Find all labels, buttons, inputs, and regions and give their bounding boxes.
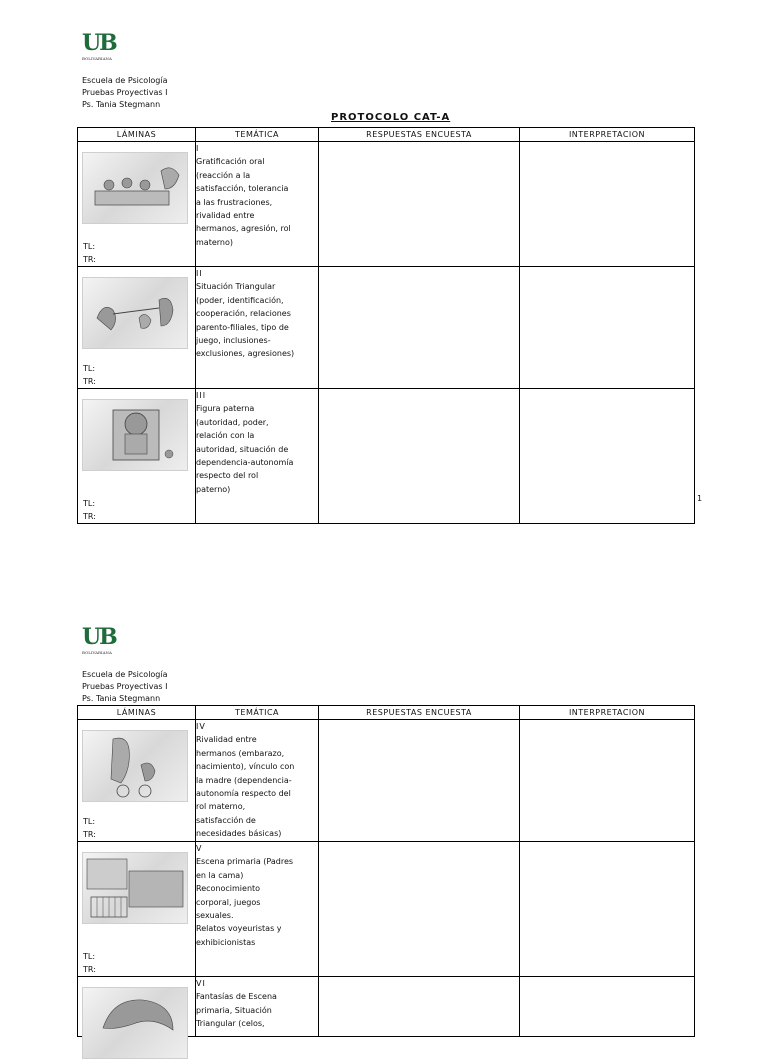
table-row xyxy=(78,842,695,977)
header-course: Pruebas Proyectivas I xyxy=(82,88,168,97)
document-header xyxy=(82,75,168,111)
lamina-cell xyxy=(78,267,196,389)
column-header-respuestas: RESPUESTAS ENCUESTA xyxy=(319,706,520,720)
plate-image-vi xyxy=(82,987,188,1059)
lamina-cell xyxy=(78,977,196,1037)
header-instructor: Ps. Tania Stegmann xyxy=(82,694,161,703)
tl-label: TL: xyxy=(83,364,96,373)
plate-illustration xyxy=(83,731,187,801)
plate-image-v xyxy=(82,852,188,924)
page-number: 1 xyxy=(697,494,703,503)
lamina-cell xyxy=(78,842,196,977)
interpretacion-cell[interactable] xyxy=(520,842,695,977)
table-header-row xyxy=(78,128,695,142)
lamina-cell xyxy=(78,720,196,842)
header-school: Escuela de Psicología xyxy=(82,76,168,85)
tematica-cell xyxy=(196,977,319,1037)
plate-image-iv xyxy=(82,730,188,802)
plate-illustration xyxy=(83,153,187,223)
tematica-cell xyxy=(196,389,319,524)
document-header xyxy=(82,669,168,705)
plate-number: II xyxy=(196,269,203,278)
plate-image-ii xyxy=(82,277,188,349)
tematica-cell xyxy=(196,267,319,389)
column-header-interpretacion: INTERPRETACION xyxy=(520,128,695,142)
tematica-text: Fantasías de Escena primaria, Situación Triangular (celos, xyxy=(196,992,277,1029)
plate-number: III xyxy=(196,391,207,400)
plate-illustration xyxy=(83,278,187,348)
plate-number: V xyxy=(196,844,203,853)
tematica-text: Escena primaria (Padres en la cama) Reconocimiento corporal, juegos sexuales. Relatos voyeuristas y exhibicionistas xyxy=(196,857,294,947)
protocol-table xyxy=(77,127,695,524)
tematica-cell xyxy=(196,842,319,977)
table-row xyxy=(78,389,695,524)
interpretacion-cell[interactable] xyxy=(520,720,695,842)
respuestas-cell[interactable] xyxy=(319,720,520,842)
column-header-laminas: LÁMINAS xyxy=(78,706,196,720)
header-school: Escuela de Psicología xyxy=(82,670,168,679)
tl-tr-fields xyxy=(83,240,96,266)
respuestas-cell[interactable] xyxy=(319,267,520,389)
respuestas-cell[interactable] xyxy=(319,389,520,524)
tematica-text: Figura paterna (autoridad, poder, relación con la autoridad, situación de dependencia-autonomía respecto del rol paterno) xyxy=(196,404,294,494)
tl-label: TL: xyxy=(83,952,96,961)
tl-tr-fields xyxy=(83,497,96,523)
table-row xyxy=(78,977,695,1037)
tematica-text: Gratificación oral (reacción a la satisfacción, tolerancia a las frustraciones, rivalidad entre hermanos, agresión, rol materno) xyxy=(196,157,291,247)
protocol-table xyxy=(77,705,695,1037)
column-header-laminas: LÁMINAS xyxy=(78,128,196,142)
tl-label: TL: xyxy=(83,817,96,826)
plate-number: IV xyxy=(196,722,206,731)
header-instructor: Ps. Tania Stegmann xyxy=(82,100,161,109)
tr-label: TR: xyxy=(83,830,96,839)
tr-label: TR: xyxy=(83,377,96,386)
university-logo xyxy=(82,32,118,61)
plate-illustration xyxy=(83,853,187,923)
table-header-row xyxy=(78,706,695,720)
header-course: Pruebas Proyectivas I xyxy=(82,682,168,691)
tr-label: TR: xyxy=(83,965,96,974)
tl-tr-fields xyxy=(83,362,96,388)
lamina-cell xyxy=(78,389,196,524)
interpretacion-cell[interactable] xyxy=(520,389,695,524)
plate-image-i xyxy=(82,152,188,224)
lamina-cell xyxy=(78,142,196,267)
column-header-tematica: TEMÁTICA xyxy=(196,706,319,720)
table-row xyxy=(78,267,695,389)
tl-tr-fields xyxy=(83,950,96,976)
plate-illustration xyxy=(83,988,187,1058)
column-header-interpretacion: INTERPRETACION xyxy=(520,706,695,720)
plate-number: VI xyxy=(196,979,206,988)
university-logo xyxy=(82,626,118,655)
tematica-text: Rivalidad entre hermanos (embarazo, nacimiento), vínculo con la madre (dependencia- autonomía respecto del rol materno, satisfacción de necesidades básicas) xyxy=(196,735,295,839)
logo-subtitle: BOLIVARIANA xyxy=(82,56,112,61)
column-header-tematica: TEMÁTICA xyxy=(196,128,319,142)
plate-number: I xyxy=(196,144,200,153)
respuestas-cell[interactable] xyxy=(319,142,520,267)
table-row xyxy=(78,142,695,267)
column-header-respuestas: RESPUESTAS ENCUESTA xyxy=(319,128,520,142)
tr-label: TR: xyxy=(83,512,96,521)
respuestas-cell[interactable] xyxy=(319,977,520,1037)
logo-mark: UB xyxy=(82,30,116,56)
plate-illustration xyxy=(83,400,187,470)
respuestas-cell[interactable] xyxy=(319,842,520,977)
tr-label: TR: xyxy=(83,255,96,264)
tl-tr-fields xyxy=(83,815,96,841)
tl-label: TL: xyxy=(83,242,96,251)
interpretacion-cell[interactable] xyxy=(520,142,695,267)
logo-subtitle: BOLIVARIANA xyxy=(82,650,112,655)
table-row xyxy=(78,720,695,842)
interpretacion-cell[interactable] xyxy=(520,977,695,1037)
tematica-cell xyxy=(196,142,319,267)
interpretacion-cell[interactable] xyxy=(520,267,695,389)
logo-mark: UB xyxy=(82,624,116,650)
tematica-cell xyxy=(196,720,319,842)
document-title: PROTOCOLO CAT-A xyxy=(331,112,451,123)
plate-image-iii xyxy=(82,399,188,471)
tl-label: TL: xyxy=(83,499,96,508)
tematica-text: Situación Triangular (poder, identificación, cooperación, relaciones parento-filiales, tipo de juego, inclusiones- exclusiones, agresiones) xyxy=(196,282,295,359)
